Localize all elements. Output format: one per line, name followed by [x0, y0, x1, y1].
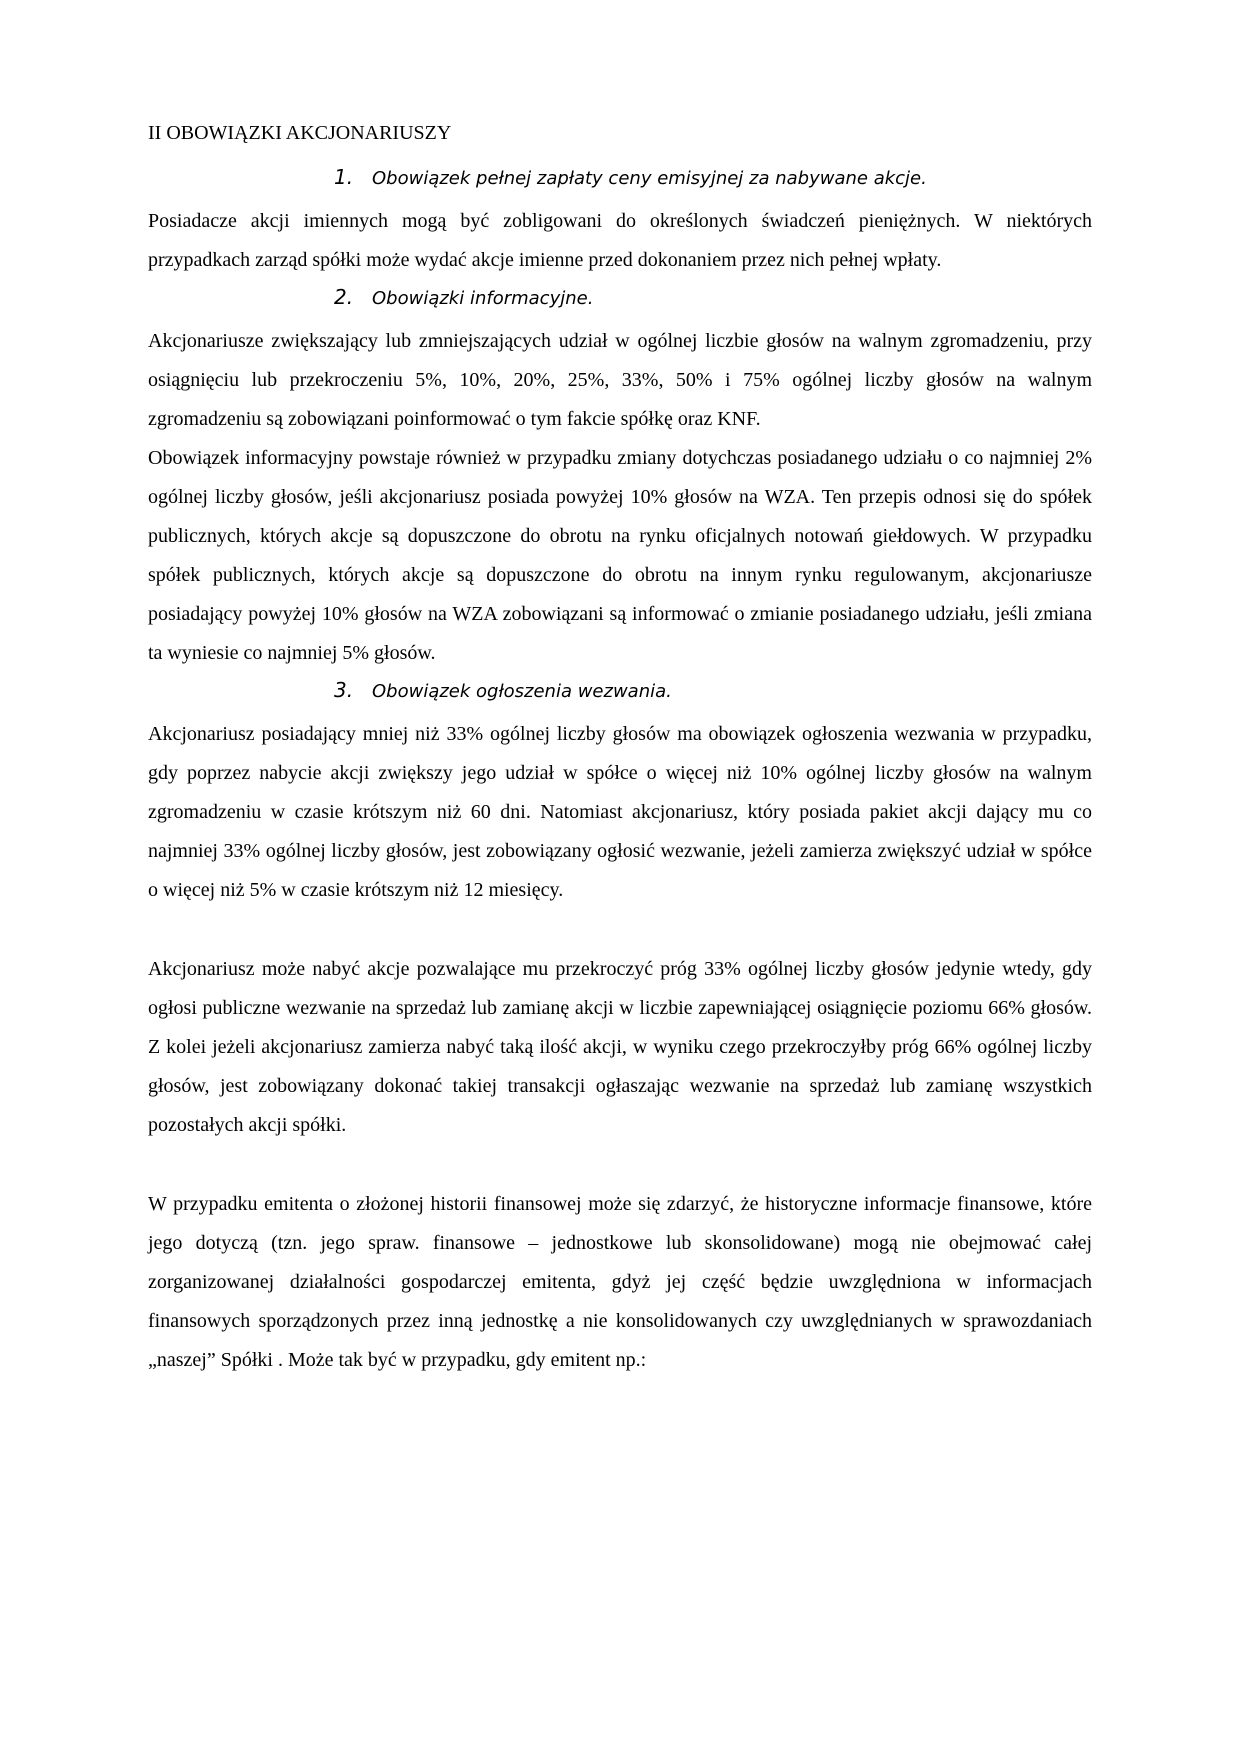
paragraph: Posiadacze akcji imiennych mogą być zobligowani do określonych świadczeń pieniężnych. W niektórych przypadkach zarząd spółki może wydać akcje imienne przed dokonaniem przez nich pełnej wpłaty.	[148, 210, 1092, 271]
section-heading-text: Obowiązek ogłoszenia wezwania.	[372, 681, 672, 702]
paragraph: Akcjonariusz może nabyć akcje pozwalające mu przekroczyć próg 33% ogólnej liczby głosów jedynie wtedy, gdy ogłosi publiczne wezwanie na sprzedaż lub zamianę akcji w liczbie zapewniającej osiągnięcie poziomu 66% głosów. Z kolei jeżeli akcjonariusz zamierza nabyć taką ilość akcji, w wyniku czego przekroczyłby próg 66% ogólnej liczby głosów, jest zobowiązany dokonać takiej transakcji ogłaszając wezwanie na sprzedaż lub zamianę wszystkich pozostałych akcji spółki.	[148, 958, 1092, 1136]
paragraph: Akcjonariusz posiadający mniej niż 33% ogólnej liczby głosów ma obowiązek ogłoszenia wezwania w przypadku, gdy poprzez nabycie akcji zwiększy jego udział w spółce o więcej niż 10% ogólnej liczby głosów na walnym zgromadzeniu w czasie krótszym niż 60 dni. Natomiast akcjonariusz, który posiada pakiet akcji dający mu co najmniej 33% ogólnej liczby głosów, jest zobowiązany ogłosić wezwanie, jeżeli zamierza zwiększyć udział w spółce o więcej niż 5% w czasie krótszym niż 12 miesięcy.	[148, 723, 1092, 901]
section-heading-text: Obowiązek pełnej zapłaty ceny emisyjnej za nabywane akcje.	[372, 168, 927, 189]
document-page	[148, 118, 1092, 1380]
section-number: 1.	[334, 165, 354, 189]
section-number: 2.	[334, 285, 354, 309]
section-heading-3	[148, 675, 1092, 715]
paragraph: Akcjonariusze zwiększający lub zmniejszających udział w ogólnej liczbie głosów na walnym zgromadzeniu, przy osiągnięciu lub przekroczeniu 5%, 10%, 20%, 25%, 33%, 50% i 75% ogólnej liczby głosów na walnym zgromadzeniu są zobowiązani poinformować o tym fakcie spółkę oraz KNF.	[148, 330, 1092, 430]
document-title: II OBOWIĄZKI AKCJONARIUSZY	[148, 122, 452, 144]
section-heading-1	[148, 162, 1092, 202]
section-heading-2	[148, 282, 1092, 322]
paragraph-spacer	[148, 1145, 1092, 1185]
section-heading-text: Obowiązki informacyjne.	[372, 288, 594, 309]
paragraph-spacer	[148, 910, 1092, 950]
paragraph: Obowiązek informacyjny powstaje również w przypadku zmiany dotychczas posiadanego udziału o co najmniej 2% ogólnej liczby głosów, jeśli akcjonariusz posiada powyżej 10% głosów na WZA. Ten przepis odnosi się do spółek publicznych, których akcje są dopuszczone do obrotu na rynku oficjalnych notowań giełdowych. W przypadku spółek publicznych, których akcje są dopuszczone do obrotu na innym rynku regulowanym, akcjonariusze posiadający powyżej 10% głosów na WZA zobowiązani są informować o zmianie posiadanego udziału, jeśli zmiana ta wyniesie co najmniej 5% głosów.	[148, 447, 1092, 664]
section-number: 3.	[334, 678, 354, 702]
paragraph: W przypadku emitenta o złożonej historii finansowej może się zdarzyć, że historyczne informacje finansowe, które jego dotyczą (tzn. jego spraw. finansowe – jednostkowe lub skonsolidowane) mogą nie obejmować całej zorganizowanej działalności gospodarczej emitenta, gdyż jej część będzie uwzględniona w informacjach finansowych sporządzonych przez inną jednostkę a nie konsolidowanych czy uwzględnianych w sprawozdaniach „naszej” Spółki . Może tak być w przypadku, gdy emitent np.:	[148, 1193, 1092, 1371]
